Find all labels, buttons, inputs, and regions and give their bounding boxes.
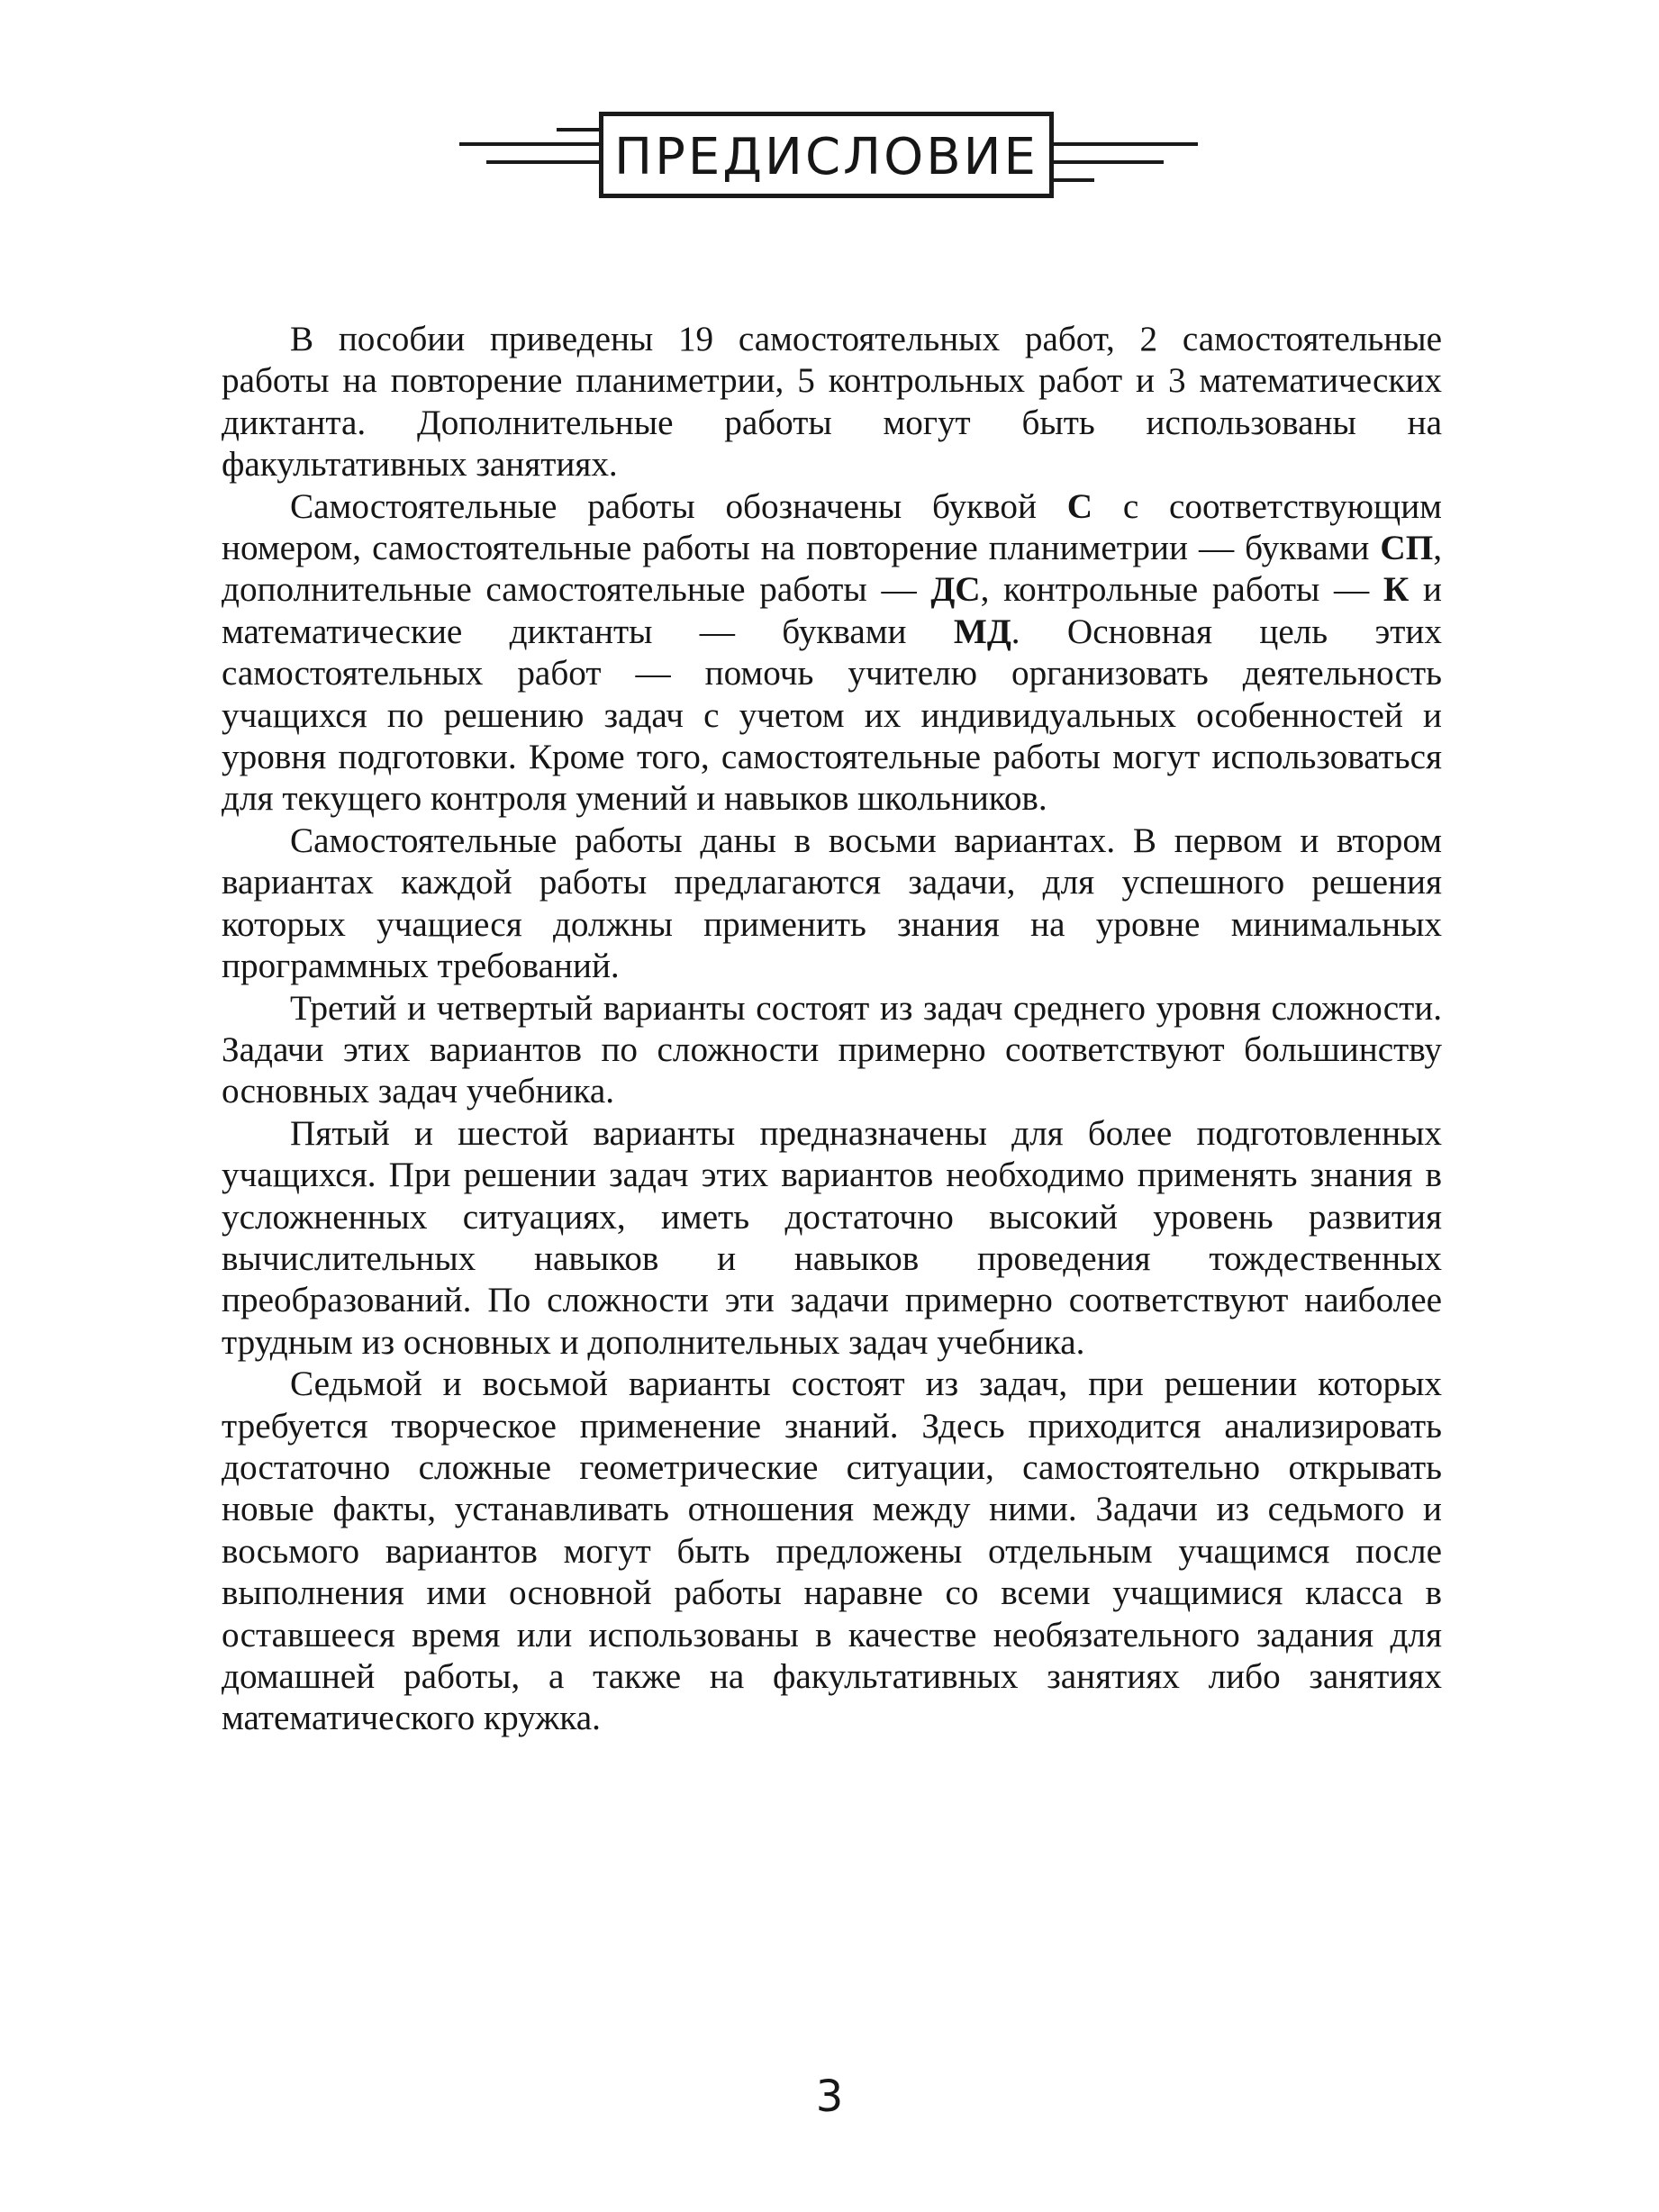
- chapter-title-frame: [599, 112, 1054, 198]
- header-left-rule-top: [459, 142, 599, 146]
- paragraph-text: Третий и четвертый варианты состоят из задач среднего уровня сложности. Задачи этих вариантов по сложности примерно соответствуют большинству основных задач учебника.: [222, 988, 1442, 1111]
- paragraph: [222, 319, 1442, 486]
- header-right-rule-bottom: [1054, 160, 1164, 164]
- paragraph: [222, 486, 1442, 820]
- bold-term: С: [1066, 486, 1093, 526]
- paragraph: [222, 988, 1442, 1113]
- header-right-rule-top: [1054, 142, 1198, 146]
- paragraph-text: . Основная цель этих самостоятельных работ — помочь учителю организовать деятельность учащихся по решению задач с учетом их индивидуальных особенностей и уровня подготовки. Кроме того, самостоятельные работы могут использоваться для текущего контроля умений и навыков школьников.: [222, 612, 1442, 819]
- preface-text: [222, 319, 1442, 1740]
- header-left-rule-tick: [557, 128, 599, 131]
- paragraph: [222, 820, 1442, 988]
- paragraph-text: Самостоятельные работы даны в восьми вариантах. В первом и втором вариантах каждой работы предлагаются задачи, для успешного решения которых учащиеся должны применить знания на уровне минимальных программных требований.: [222, 820, 1442, 986]
- paragraph: [222, 1364, 1442, 1740]
- page-number: 3: [815, 2071, 844, 2122]
- paragraph-text: Пятый и шестой варианты предназначены для более подготовленных учащихся. При решении задач этих вариантов необходимо применять знания в усложненных ситуациях, иметь достаточно высокий уровень развития вычислительных навыков и навыков проведения тождественных преобразований. По сложности эти задачи примерно соответствуют наиболее трудным из основных и дополнительных задач учебника.: [222, 1113, 1442, 1362]
- paragraph-text: Самостоятельные работы обозначены буквой: [290, 486, 1067, 526]
- bold-term: МД: [953, 612, 1011, 651]
- paragraph-text: и математические диктанты — буквами: [222, 570, 1442, 651]
- header-right-rule-tick: [1054, 178, 1094, 182]
- bold-term: СП: [1380, 529, 1434, 568]
- paragraph-text: , дополнительные самостоятельные работы —: [222, 529, 1442, 610]
- chapter-title: ПРЕДИСЛОВИЕ: [614, 128, 1038, 186]
- paragraph-text: В пособии приведены 19 самостоятельных работ, 2 самостоятельные работы на повторение планиметрии, 5 контрольных работ и 3 математических диктанта. Дополнительные работы могут быть использованы на факультативных занятиях.: [222, 320, 1442, 485]
- paragraph-text: , контрольные работы —: [980, 570, 1383, 610]
- paragraph-text: Седьмой и восьмой варианты состоят из задач, при решении которых требуется творческое применение знаний. Здесь приходится анализировать достаточно сложные геометрические ситуации, самостоятельно открывать новые факты, устанавливать отношения между ними. Задачи из седьмого и восьмого вариантов могут быть предложены отдельным учащимся после выполнения ими основной работы наравне со всеми учащимися класса в оставшееся время или использованы в качестве необязательного задания для домашней работы, а также на факультативных занятиях либо занятиях математического кружка.: [222, 1364, 1442, 1738]
- bold-term: ДС: [930, 570, 981, 610]
- paragraph: [222, 1113, 1442, 1364]
- header-left-rule-bottom: [486, 160, 599, 164]
- bold-term: К: [1382, 570, 1410, 610]
- paragraph-text: с соответствующим номером, самостоятельные работы на повторение планиметрии — буквами: [222, 486, 1442, 568]
- chapter-header: [0, 106, 1659, 205]
